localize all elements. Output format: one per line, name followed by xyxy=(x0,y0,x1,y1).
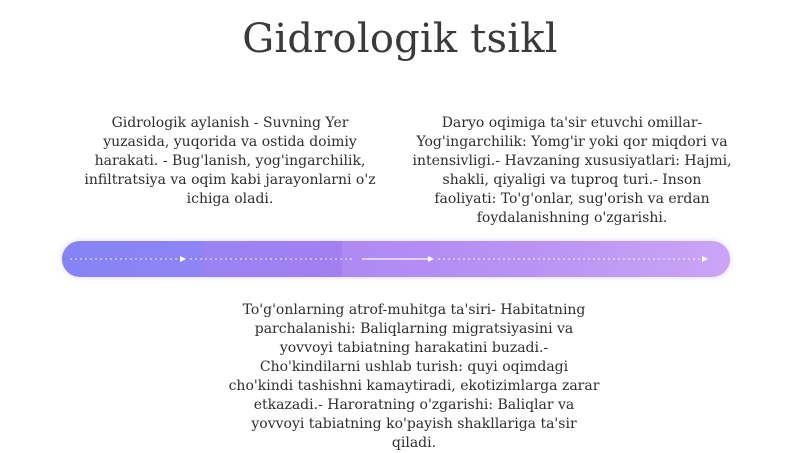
arrow-right-icon xyxy=(428,256,434,262)
timeline-arrows xyxy=(62,241,730,277)
text-block-hydrologic-cycle: Gidrologik aylanish - Suvning Yer yuzasida, yuqorida va ostida doimiy harakati. - Bug'lanish, yog'ingarchilik, infiltratsiya va oqim kabi jarayonlarni o'z ichiga oladi. xyxy=(84,115,376,207)
page-title: Gidrologik tsikl xyxy=(242,16,558,62)
timeline-bar xyxy=(62,241,730,277)
text-block-river-flow-factors: Daryo oqimiga ta'sir etuvchi omillar- Yog'ingarchilik: Yomg'ir yoki qor miqdori va intensivligi.- Havzaning xususiyatlari: Hajmi, shakli, qiyaligi va tuproq turi.- Inson faoliyati: To'g'onlar, sug'orish va erdan foydalanishning o'zgarishi. xyxy=(412,115,732,226)
arrow-right-icon xyxy=(702,256,708,262)
text-block-dam-impacts: To'g'onlarning atrof-muhitga ta'siri- Habitatning parchalanishi: Baliqlarning migratsiyasini va yovvoyi tabiatning harakatini buzadi.- Cho'kindilarni ushlab turish: quyi oqimdagi cho'kindi tashishni kamaytiradi, ekotizimlarga zarar etkazadi.- Haroratning o'zgarishi: Baliqlar va yovvoyi tabiatning ko'payish shakllariga ta'sir qiladi. xyxy=(228,302,600,451)
arrow-right-icon xyxy=(180,256,186,262)
